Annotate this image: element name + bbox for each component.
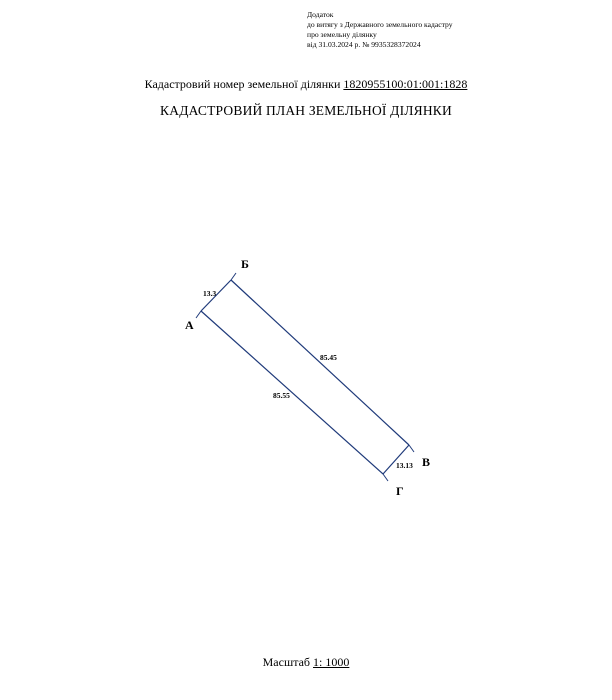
- appendix-line: від 31.03.2024 р. № 9935328372024: [307, 40, 421, 49]
- boundary-extensions: [196, 273, 414, 481]
- scale-label: Масштаб: [262, 655, 311, 669]
- cadastral-number-label: Кадастровий номер земельної ділянки: [144, 77, 341, 91]
- appendix-line: Додаток: [307, 10, 334, 19]
- plan-title: КАДАСТРОВИЙ ПЛАН ЗЕМЕЛЬНОЇ ДІЛЯНКИ: [160, 103, 452, 118]
- dimension-label-vg: 13.13: [396, 461, 413, 470]
- dimension-label-ag: 85.55: [273, 391, 290, 400]
- point-label-g: Г: [396, 484, 404, 498]
- extension-v: [409, 445, 414, 452]
- dimension-label-ab: 13.3: [203, 289, 217, 298]
- plot-boundary: [201, 280, 409, 474]
- extension-a: [196, 311, 201, 318]
- extension-g: [383, 474, 388, 481]
- appendix-line: про земельну ділянку: [307, 30, 377, 39]
- cadastral-number-value: 1820955100:01:001:1828: [343, 77, 468, 91]
- scale-line: [0, 655, 612, 670]
- appendix-line: до витягу з Державного земельного кадастру: [307, 20, 453, 29]
- dimension-label-bv: 85.45: [320, 353, 337, 362]
- point-label-a: А: [185, 318, 194, 332]
- extension-b: [231, 273, 236, 280]
- point-label-v: В: [422, 455, 431, 469]
- point-label-b: Б: [241, 257, 249, 271]
- boundary-side-ga: [201, 311, 383, 474]
- scale-value: 1: 1000: [313, 655, 350, 669]
